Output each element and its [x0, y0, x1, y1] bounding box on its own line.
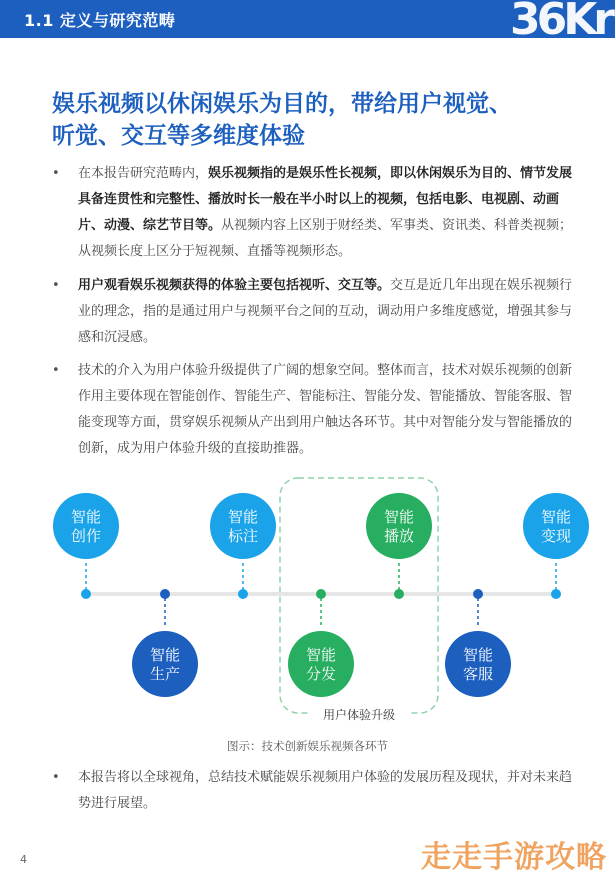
stage-label: 客服 — [462, 665, 494, 683]
highlight-label: 用户体验升级 — [322, 708, 396, 722]
bullet-paragraph — [52, 765, 577, 817]
stage-label: 智能 — [70, 508, 102, 526]
stage-label: 智能 — [227, 508, 259, 526]
stage-circle — [53, 493, 119, 559]
stage-label: 播放 — [383, 527, 415, 545]
page-number: 4 — [20, 853, 27, 866]
stage-node — [523, 493, 589, 599]
headline-line-2: 听觉、交互等多维度体验 — [52, 123, 305, 149]
stage-label: 创作 — [70, 527, 102, 545]
section-header-bar — [0, 0, 615, 45]
stage-label: 智能 — [462, 646, 494, 664]
stage-label: 智能 — [540, 508, 572, 526]
stage-circle — [288, 631, 354, 697]
timeline-dot — [316, 589, 326, 599]
stage-label: 智能 — [305, 646, 337, 664]
timeline-dot — [473, 589, 483, 599]
timeline-dot — [394, 589, 404, 599]
stage-label: 标注 — [227, 527, 259, 545]
bullet-text: 在本报告研究范畴内，娱乐视频指的是娱乐性长视频，即以休闲娱乐为目的、情节发展具备连贯性和完整性、播放时长一般在半小时以上的视频，包括电影、电视剧、动画片、动漫、综艺节目等。从视频内容上区别于财经类、军事类、资讯类、科普类视频；从视频长度上区分于短视频、直播等视频形态。 — [78, 166, 573, 259]
brand-logo: 36Kr — [509, 0, 611, 45]
stage-circle — [366, 493, 432, 559]
bullet-paragraph — [52, 273, 577, 351]
section-title: 1.1 定义与研究范畴 — [24, 11, 176, 30]
stage-node — [366, 493, 432, 599]
watermark-text: 走走手游攻略 — [421, 840, 607, 875]
timeline-dot — [160, 589, 170, 599]
timeline-dot — [551, 589, 561, 599]
stage-label: 智能 — [149, 646, 181, 664]
bullet-text: 用户观看娱乐视频获得的体验主要包括视听、交互等。交互是近几年出现在娱乐视频行业的理念，指的是通过用户与视频平台之间的互动，调动用户多维度感觉，增强其参与感和沉浸感。 — [78, 278, 573, 345]
bullet-dot: • — [52, 166, 60, 181]
headline-line-1: 娱乐视频以休闲娱乐为目的，带给用户视觉、 — [52, 91, 512, 117]
timeline-dot — [238, 589, 248, 599]
stage-label: 智能 — [383, 508, 415, 526]
stage-label: 生产 — [149, 665, 181, 683]
stage-node — [288, 589, 354, 697]
bullet-paragraph — [52, 358, 577, 462]
tech-innovation-diagram — [0, 470, 615, 760]
bullet-dot: • — [52, 363, 60, 378]
bullet-text: 本报告将以全球视角，总结技术赋能娱乐视频用户体验的发展历程及现状，并对未来趋势进行展望。 — [78, 770, 573, 811]
timeline-dot — [81, 589, 91, 599]
bullet-dot: • — [52, 770, 60, 785]
stage-label: 分发 — [305, 665, 337, 683]
stage-node — [53, 493, 119, 599]
bullet-text: 技术的介入为用户体验升级提供了广阔的想象空间。整体而言，技术对娱乐视频的创新作用主要体现在智能创作、智能生产、智能标注、智能分发、智能播放、智能客服、智能变现等方面，贯穿娱乐视频从产出到用户触达各环节。其中对智能分发与智能播放的创新，成为用户体验升级的直接助推器。 — [78, 363, 573, 456]
stage-circle — [445, 631, 511, 697]
stage-node — [445, 589, 511, 697]
stage-node — [210, 493, 276, 599]
stage-circle — [523, 493, 589, 559]
bullet-dot: • — [52, 278, 60, 293]
stage-circle — [132, 631, 198, 697]
bullet-paragraph — [52, 161, 577, 265]
stage-node — [132, 589, 198, 697]
diagram-caption: 图示：技术创新娱乐视频各环节 — [227, 739, 388, 753]
stage-circle — [210, 493, 276, 559]
stage-label: 变现 — [540, 527, 572, 545]
page-headline — [52, 88, 572, 152]
